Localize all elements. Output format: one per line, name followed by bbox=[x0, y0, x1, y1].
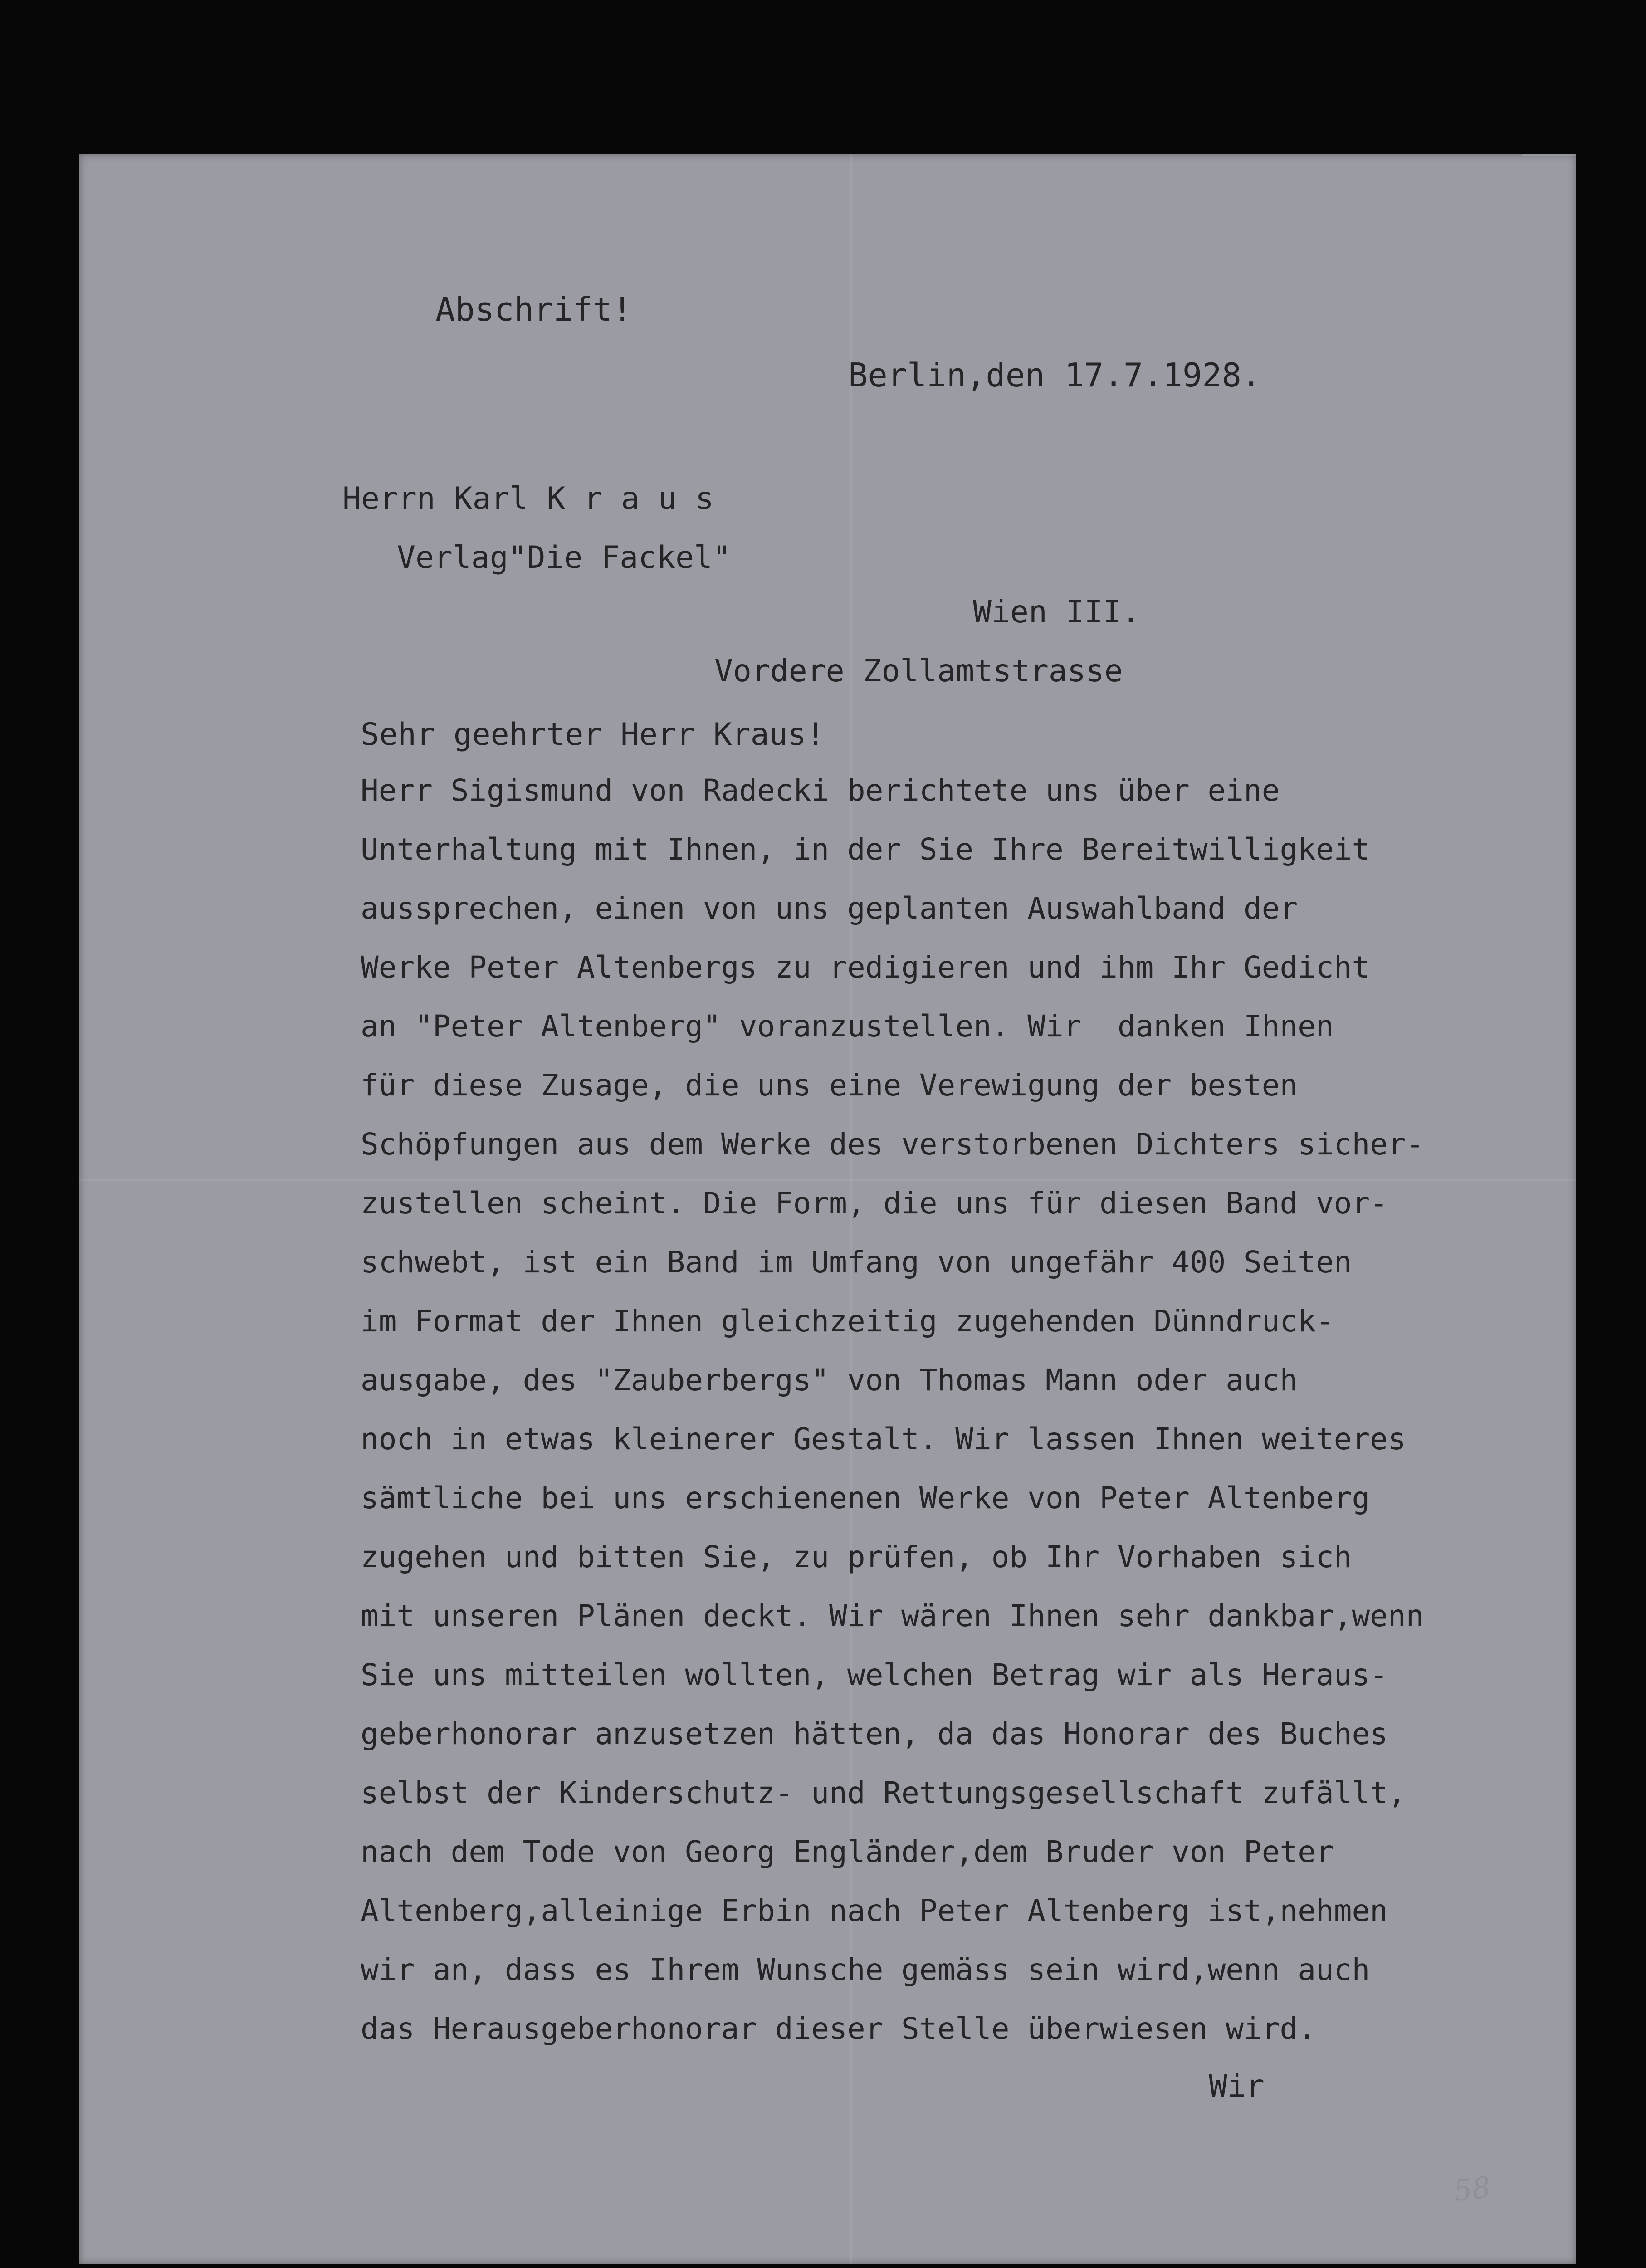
body-line: selbst der Kinderschutz- und Rettungsgesellschaft zufällt, bbox=[361, 1775, 1406, 1810]
body-line: mit unseren Plänen deckt. Wir wären Ihnen sehr dankbar,wenn bbox=[361, 1598, 1424, 1633]
closing-word: Wir bbox=[1209, 2068, 1265, 2104]
body-line: zustellen scheint. Die Form, die uns für diesen Band vor- bbox=[361, 1186, 1388, 1221]
body-line: noch in etwas kleinerer Gestalt. Wir lassen Ihnen weiteres bbox=[361, 1422, 1406, 1457]
body-line: aussprechen, einen von uns geplanten Auswahlband der bbox=[361, 891, 1298, 926]
body-line: an "Peter Altenberg" voranzustellen. Wir danken Ihnen bbox=[361, 1009, 1334, 1044]
body-line: ausgabe, des "Zauberbergs" von Thomas Mann oder auch bbox=[361, 1363, 1298, 1398]
body-line: wir an, dass es Ihrem Wunsche gemäss sein wird,wenn auch bbox=[361, 1952, 1370, 1987]
salutation: Sehr geehrter Herr Kraus! bbox=[361, 717, 825, 753]
body-line: schwebt, ist ein Band im Umfang von ungefähr 400 Seiten bbox=[361, 1245, 1352, 1280]
body-line: im Format der Ihnen gleichzeitig zugehenden Dünndruck- bbox=[361, 1304, 1334, 1339]
page-mark: 58 bbox=[1452, 2170, 1493, 2209]
recipient-publisher: Verlag"Die Fackel" bbox=[397, 540, 731, 576]
body-line: das Herausgeberhonorar dieser Stelle überwiesen wird. bbox=[361, 2011, 1316, 2046]
body-line: Werke Peter Altenbergs zu redigieren und ihm Ihr Gedicht bbox=[361, 950, 1370, 985]
body-line: Altenberg,alleinige Erbin nach Peter Altenberg ist,nehmen bbox=[361, 1893, 1388, 1928]
recipient-street: Vordere Zollamtstrasse bbox=[714, 653, 1123, 689]
recipient-name: Herrn Karl K r a u s bbox=[342, 481, 714, 517]
copy-marker: Abschrift! bbox=[435, 290, 632, 328]
place-date: Berlin,den 17.7.1928. bbox=[848, 356, 1261, 394]
body-line: nach dem Tode von Georg Engländer,dem Bruder von Peter bbox=[361, 1834, 1334, 1869]
body-line: geberhonorar anzusetzen hätten, da das Honorar des Buches bbox=[361, 1716, 1388, 1751]
body-line: Sie uns mitteilen wollten, welchen Betrag wir als Heraus- bbox=[361, 1657, 1388, 1692]
letter-page bbox=[79, 154, 1576, 2264]
recipient-city: Wien III. bbox=[973, 594, 1140, 630]
body-line: sämtliche bei uns erschienenen Werke von Peter Altenberg bbox=[361, 1481, 1370, 1515]
paper-fold-mark bbox=[1522, 154, 1576, 156]
body-line: Herr Sigismund von Radecki berichtete uns über eine bbox=[361, 773, 1280, 808]
body-line: zugehen und bitten Sie, zu prüfen, ob Ihr Vorhaben sich bbox=[361, 1540, 1352, 1574]
body-line: Unterhaltung mit Ihnen, in der Sie Ihre Bereitwilligkeit bbox=[361, 832, 1370, 867]
body-line: für diese Zusage, die uns eine Verewigung der besten bbox=[361, 1068, 1298, 1103]
body-line: Schöpfungen aus dem Werke des verstorbenen Dichters sicher- bbox=[361, 1127, 1424, 1162]
